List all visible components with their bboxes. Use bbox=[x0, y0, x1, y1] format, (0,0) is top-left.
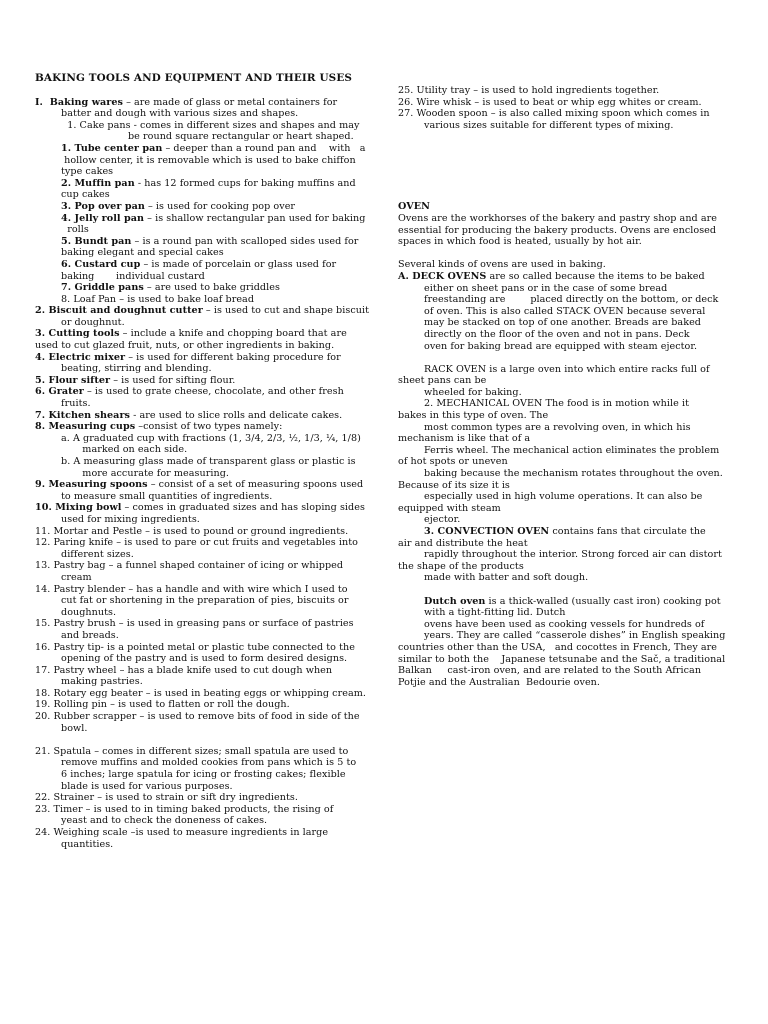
text-line: years. They are called “casserole dishes” in English speaking bbox=[424, 630, 726, 642]
text-line: sheet pans can be bbox=[398, 375, 487, 387]
term: 9. Measuring spoons bbox=[35, 479, 148, 491]
text-line bbox=[35, 410, 370, 422]
term: 3. CONVECTION OVEN bbox=[424, 526, 550, 537]
definition: are so called because the items to be baked bbox=[486, 270, 705, 282]
text-line: cup cakes bbox=[61, 189, 110, 201]
text-line bbox=[35, 143, 370, 155]
text-line: 23. Timer – is used to in timing baked products, the rising of bbox=[35, 803, 334, 815]
text-line bbox=[35, 178, 370, 190]
text-line: beating, stirring and blending. bbox=[61, 363, 212, 375]
text-line: mechanism is like that of a bbox=[398, 433, 531, 445]
term: 7. Griddle pans bbox=[61, 282, 144, 294]
text-line: 2. MECHANICAL OVEN The food is in motion while it bbox=[424, 398, 689, 410]
text-line bbox=[35, 479, 370, 491]
text-line: oven for baking bread are equipped with steam ejector. bbox=[424, 340, 698, 352]
term: 5. Bundt pan bbox=[61, 235, 132, 247]
definition: – are used to bake griddles bbox=[143, 282, 280, 294]
text-line: especially used in high volume operations. It can also be bbox=[424, 491, 703, 503]
definition: –consist of two types namely: bbox=[135, 421, 283, 433]
text-line: bowl. bbox=[61, 722, 88, 734]
text-line: 19. Rolling pin – is used to flatten or roll the dough. bbox=[35, 699, 290, 711]
term: 1. Tube center pan bbox=[61, 142, 163, 154]
term: 2. Biscuit and doughnut cutter bbox=[35, 305, 203, 317]
text-line: baking elegant and special cakes bbox=[61, 247, 224, 259]
spacer bbox=[398, 248, 733, 260]
term: 4. Jelly roll pan bbox=[61, 212, 145, 224]
text-line: b. A measuring glass made of transparent glass or plastic is bbox=[61, 456, 356, 467]
definition: – is used for cooking pop over bbox=[144, 200, 296, 212]
text-line: to measure small quantities of ingredients. bbox=[61, 490, 273, 502]
term: 2. Muffin pan bbox=[61, 177, 135, 189]
text-line bbox=[35, 201, 370, 213]
text-line: 27. Wooden spoon – is also called mixing spoon which comes in bbox=[398, 108, 710, 120]
text-line: 17. Pastry wheel – has a blade knife used to cut dough when bbox=[35, 664, 333, 676]
text-line: blade is used for various purposes. bbox=[61, 780, 233, 792]
text-line: freestanding are placed directly on the bottom, or deck bbox=[424, 294, 719, 306]
text-line: 12. Paring knife – is used to pare or cut fruits and vegetables into bbox=[35, 537, 358, 549]
text-line: various sizes suitable for different types of mixing. bbox=[424, 119, 674, 131]
text-line: 14. Pastry blender – has a handle and with wire which I used to bbox=[35, 583, 348, 595]
text-line: equipped with steam bbox=[398, 502, 501, 514]
text-line: yeast and to check the doneness of cakes. bbox=[61, 815, 268, 827]
text-line: Ovens are the workhorses of the bakery and pastry shop and are bbox=[398, 212, 717, 224]
text-line: 16. Pastry tip- is a pointed metal or plastic tube connected to the bbox=[35, 641, 355, 653]
text-line: remove muffins and molded cookies from pans which is 5 to bbox=[61, 757, 357, 769]
text-line: with a tight-fitting lid. Dutch bbox=[424, 607, 566, 619]
text-line: Balkan cast-iron oven, and are related to the South African bbox=[398, 665, 702, 677]
term: A. DECK OVENS bbox=[398, 270, 487, 282]
text-line: the shape of the products bbox=[398, 560, 524, 572]
text-line: baking individual custard bbox=[61, 270, 205, 282]
text-line: rapidly throughout the interior. Strong forced air can distort bbox=[424, 549, 722, 561]
text-line bbox=[35, 236, 370, 248]
text-line: Several kinds of ovens are used in baking. bbox=[398, 259, 606, 271]
text-line: 20. Rubber scrapper – is used to remove bits of food in side of the bbox=[35, 711, 360, 723]
text-line: 1. Cake pans - comes in different sizes and shapes and may bbox=[61, 119, 360, 131]
text-line: different sizes. bbox=[61, 548, 134, 560]
text-line: 25. Utility tray – is used to hold ingredients together. bbox=[398, 85, 660, 96]
definition: - are used to slice rolls and delicate cakes. bbox=[130, 409, 343, 421]
text-line: ejector. bbox=[424, 514, 461, 526]
text-line bbox=[35, 502, 370, 514]
text-line: used for mixing ingredients. bbox=[61, 513, 200, 525]
text-line: used to cut glazed fruit, nuts, or other ingredients in baking. bbox=[35, 340, 335, 352]
definition: – is shallow rectangular pan used for baking bbox=[144, 212, 366, 224]
term: 7. Kitchen shears bbox=[35, 409, 131, 421]
spacer bbox=[398, 584, 733, 596]
text-line: more accurate for measuring. bbox=[73, 467, 230, 479]
text-line: Ferris wheel. The mechanical action eliminates the problem bbox=[424, 444, 720, 456]
text-line bbox=[398, 526, 733, 538]
text-line bbox=[35, 305, 370, 317]
text-line: RACK OVEN is a large oven into which entire racks full of bbox=[424, 363, 710, 375]
text-line: rolls bbox=[61, 224, 89, 236]
definition: – is made of porcelain or glass used for bbox=[140, 258, 337, 270]
definition: is a thick-walled (usually cast iron) cooking pot bbox=[485, 595, 721, 607]
definition: – is used for different baking procedure for bbox=[125, 351, 341, 363]
definition: – is used to cut and shape biscuit bbox=[202, 305, 369, 317]
text-line: of hot spots or uneven bbox=[398, 456, 508, 468]
text-line: 18. Rotary egg beater – is used in beating eggs or whipping cream. bbox=[35, 687, 366, 699]
text-line: opening of the pastry and is used to form desired designs. bbox=[61, 653, 348, 665]
definition: – is used to grate cheese, chocolate, and other fresh bbox=[83, 386, 344, 398]
text-line: batter and dough with various sizes and shapes. bbox=[61, 108, 299, 120]
page-title: BAKING TOOLS AND EQUIPMENT AND THEIR USES bbox=[35, 72, 353, 84]
text-line: or doughnut. bbox=[61, 316, 125, 328]
definition: – is a round pan with scalloped sides used for bbox=[131, 235, 359, 247]
text-line: quantities. bbox=[61, 838, 114, 850]
text-line: ovens have been used as cooking vessels for hundreds of bbox=[424, 618, 705, 630]
text-line: making pastries. bbox=[61, 676, 143, 688]
text-line: similar to both the Japanese tetsunabe and the Sač, a traditional bbox=[398, 653, 726, 665]
spacer bbox=[398, 352, 733, 364]
text-line: 6 inches; large spatula for icing or frosting cakes; flexible bbox=[61, 769, 346, 781]
text-line: Because of its size it is bbox=[398, 479, 510, 491]
term: 8. Measuring cups bbox=[35, 421, 136, 433]
text-line bbox=[398, 271, 733, 283]
text-line bbox=[35, 259, 370, 271]
text-line bbox=[35, 421, 370, 433]
definition: – deeper than a round pan and with a bbox=[162, 142, 366, 154]
text-line: spaces in which food is heated, usually by hot air. bbox=[398, 236, 642, 248]
text-line bbox=[35, 213, 370, 225]
text-line: most common types are a revolving oven, in which his bbox=[424, 421, 691, 433]
text-line: made with batter and soft dough. bbox=[424, 572, 589, 584]
text-line: either on sheet pans or in the case of some bread bbox=[424, 282, 668, 294]
text-line: hollow center, it is removable which is used to bake chiffon bbox=[61, 154, 356, 166]
text-line: 8. Loaf Pan – is used to bake loaf bread bbox=[61, 293, 255, 305]
text-line bbox=[35, 328, 370, 340]
definition: – consist of a set of measuring spoons used bbox=[147, 479, 364, 491]
text-line bbox=[35, 386, 370, 398]
text-line: baking because the mechanism rotates throughout the oven. bbox=[424, 468, 723, 480]
term: I. Baking wares bbox=[35, 96, 123, 108]
text-line bbox=[35, 282, 370, 294]
left-column bbox=[35, 73, 370, 850]
term: 4. Electric mixer bbox=[35, 351, 126, 363]
text-line: cut fat or shortening in the preparation of pies, biscuits or bbox=[61, 595, 349, 607]
text-line: cream bbox=[61, 571, 92, 583]
definition: – include a knife and chopping board that are bbox=[119, 328, 347, 340]
text-line: 11. Mortar and Pestle – is used to pound or ground ingredients. bbox=[35, 525, 349, 537]
right-column bbox=[398, 85, 733, 688]
definition: – are made of glass or metal containers for bbox=[122, 96, 338, 108]
text-line bbox=[35, 375, 370, 387]
spacer bbox=[35, 734, 370, 746]
term: OVEN bbox=[398, 201, 430, 213]
text-line: wheeled for baking. bbox=[424, 386, 522, 398]
text-line: essential for producing the bakery products. Ovens are enclosed bbox=[398, 224, 717, 236]
text-line: type cakes bbox=[61, 166, 114, 178]
text-line: 24. Weighing scale –is used to measure ingredients in large bbox=[35, 827, 329, 838]
text-line: countries other than the USA, and cocottes in French, They are bbox=[398, 641, 718, 653]
term: Dutch oven bbox=[424, 595, 486, 607]
text-line: 21. Spatula – comes in different sizes; small spatula are used to bbox=[35, 745, 349, 757]
term: 3. Cutting tools bbox=[35, 328, 120, 340]
left-column-text bbox=[35, 97, 370, 851]
text-line: air and distribute the heat bbox=[398, 537, 528, 549]
text-line: and breads. bbox=[61, 629, 119, 641]
text-line bbox=[35, 97, 370, 109]
text-line: 13. Pastry bag – a funnel shaped container of icing or whipped bbox=[35, 560, 344, 572]
text-line: may be stacked on top of one another. Breads are baked bbox=[424, 317, 701, 329]
definition: - has 12 formed cups for baking muffins and bbox=[134, 177, 356, 189]
definition: – is used for sifting flour. bbox=[110, 374, 236, 386]
term: 6. Grater bbox=[35, 386, 84, 398]
right-column-text bbox=[398, 85, 733, 688]
term: 6. Custard cup bbox=[61, 258, 141, 270]
text-line: a. A graduated cup with fractions (1, 3/4, 2/3, ½, 1/3, ¼, 1/8) bbox=[61, 432, 361, 444]
text-line bbox=[398, 201, 733, 213]
definition: – comes in graduated sizes and has sloping sides bbox=[121, 502, 365, 514]
text-line: 22. Strainer – is used to strain or sift dry ingredients. bbox=[35, 792, 298, 804]
text-line: doughnuts. bbox=[61, 606, 117, 618]
term: 5. Flour sifter bbox=[35, 374, 111, 386]
text-line bbox=[398, 596, 733, 608]
text-line: 15. Pastry brush – is used in greasing pans or surface of pastries bbox=[35, 618, 354, 630]
term: 3. Pop over pan bbox=[61, 200, 145, 212]
text-line: bakes in this type of oven. The bbox=[398, 410, 549, 422]
text-line: of oven. This is also called STACK OVEN because several bbox=[424, 305, 706, 317]
definition: contains fans that circulate the bbox=[549, 526, 706, 537]
text-line: fruits. bbox=[61, 398, 91, 410]
text-line bbox=[35, 352, 370, 364]
text-line: Potjie and the Australian Bedourie oven. bbox=[398, 676, 601, 688]
text-line: directly on the floor of the oven and not in pans. Deck bbox=[424, 328, 690, 340]
text-line: be round square rectangular or heart shaped. bbox=[35, 131, 354, 143]
spacer bbox=[398, 131, 733, 201]
text-line: marked on each side. bbox=[73, 444, 188, 456]
term: 10. Mixing bowl bbox=[35, 502, 122, 514]
text-line: 26. Wire whisk – is used to beat or whip egg whites or cream. bbox=[398, 96, 702, 108]
